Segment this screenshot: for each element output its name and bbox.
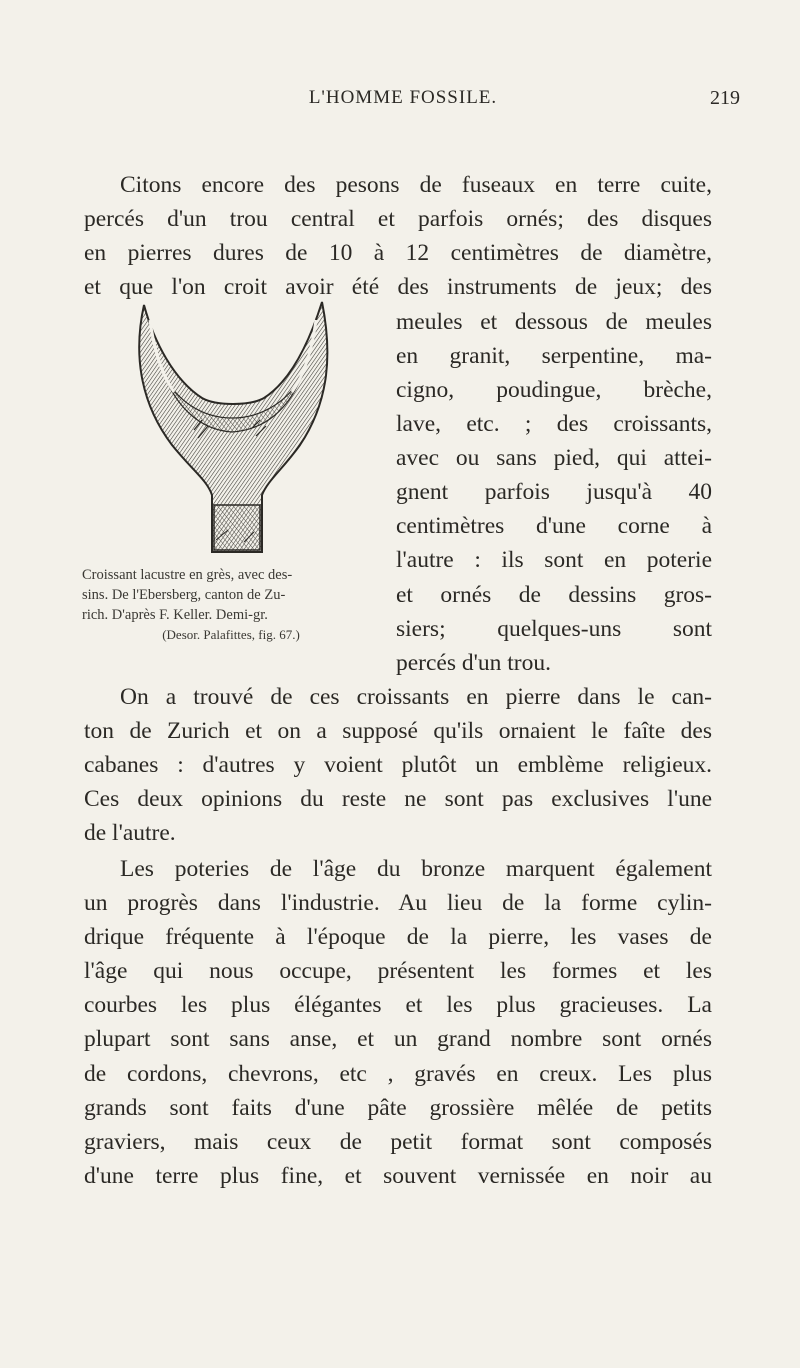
text-line: meules et dessous de meules (396, 309, 712, 335)
page-header (0, 87, 800, 117)
text-line: Citons encore des pesons de fuseaux en terre cuite, (120, 172, 712, 198)
text-line: Les poteries de l'âge du bronze marquent également (120, 856, 712, 882)
text-line: de l'autre. (84, 820, 176, 846)
text-line: lave, etc. ; des croissants, (396, 411, 712, 437)
text-line: centimètres d'une corne à (396, 513, 712, 539)
text-line: percés d'un trou central et parfois ornés; des disques (84, 206, 712, 232)
caption-line: sins. De l'Ebersberg, canton de Zu- (82, 587, 286, 603)
text-line: percés d'un trou. (396, 650, 551, 676)
page-number: 219 (710, 87, 740, 109)
text-line: en pierres dures de 10 à 12 centimètres de diamètre, (84, 240, 712, 266)
running-title: L'HOMME FOSSILE. (308, 87, 498, 108)
caption-line: Croissant lacustre en grès, avec des- (82, 567, 293, 583)
text-line: courbes les plus élégantes et les plus gracieuses. La (84, 992, 712, 1018)
text-line: l'autre : ils sont en poterie (396, 547, 712, 573)
text-line: avec ou sans pied, qui attei- (396, 445, 712, 471)
crescent-illustration (132, 280, 332, 555)
figure-caption (82, 565, 380, 645)
text-line: graviers, mais ceux de petit format sont composés (84, 1129, 712, 1155)
text-line: un progrès dans l'industrie. Au lieu de la forme cylin- (84, 890, 712, 916)
text-line: drique fréquente à l'époque de la pierre, les vases de (84, 924, 712, 950)
crescent-figure (82, 280, 380, 640)
text-line: cigno, poudingue, brèche, (396, 377, 712, 403)
text-line: d'une terre plus fine, et souvent vernissée en noir au (84, 1163, 712, 1189)
text-line: grands sont faits d'une pâte grossière mêlée de petits (84, 1095, 712, 1121)
text-line: ton de Zurich et on a supposé qu'ils ornaient le faîte des (84, 718, 712, 744)
text-line: On a trouvé de ces croissants en pierre dans le can- (120, 684, 712, 710)
caption-line: rich. D'après F. Keller. Demi-gr. (82, 607, 268, 623)
text-line: et ornés de dessins gros- (396, 582, 712, 608)
text-line: en granit, serpentine, ma- (396, 343, 712, 369)
text-line: et que l'on croit avoir été des instruments de jeux; des (84, 274, 712, 300)
caption-credit: (Desor. Palafittes, fig. 67.) (162, 627, 300, 642)
text-line: cabanes : d'autres y voient plutôt un emblème religieux. (84, 752, 712, 778)
text-line: Ces deux opinions du reste ne sont pas exclusives l'une (84, 786, 712, 812)
text-line: siers; quelques-uns sont (396, 616, 712, 642)
text-line: gnent parfois jusqu'à 40 (396, 479, 712, 505)
text-line: plupart sont sans anse, et un grand nombre sont ornés (84, 1026, 712, 1052)
text-line: l'âge qui nous occupe, présentent les formes et les (84, 958, 712, 984)
text-line: de cordons, chevrons, etc , gravés en creux. Les plus (84, 1061, 712, 1087)
